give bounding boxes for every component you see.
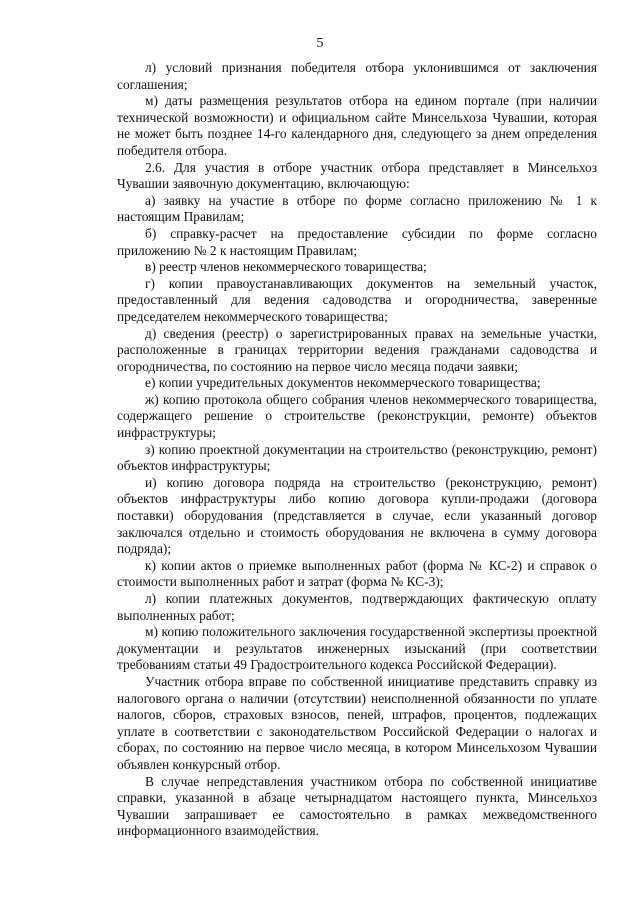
paragraph-zh-meeting-minutes: ж) копию протокола общего собрания членов некоммерческого товарищества, содержащего решение о строительстве (реконструкции, ремонте) объектов инфраструктуры; xyxy=(117,391,597,441)
paragraph-v-members-registry: в) реестр членов некоммерческого товарищества; xyxy=(145,259,427,275)
document-body xyxy=(117,60,597,840)
paragraph-a-application: а) заявку на участие в отборе по форме согласно приложению № 1 к настоящим Правилам; xyxy=(117,192,597,225)
paragraph-d-registered-rights: д) сведения (реестр) о зарегистрированных правах на земельные участки, расположенные в границах территории ведения гражданами садоводства и огородничества, по состоянию на первое число месяца подачи заявки; xyxy=(117,325,597,374)
paragraph-2-6-application-docs: 2.6. Для участия в отборе участник отбора представляет в Минсельхоз Чувашии заявочную документацию, включающую: xyxy=(117,159,597,192)
paragraph-tax-certificate: Участник отбора вправе по собственной инициативе представить справку из налогового органа о наличии (отсутствии) неисполненной обязанности по уплате налогов, сборов, страховых взносов, пеней, штрафов, процентов, подлежащих уплате в соответствии с законодательством Российской Федерации о налогах и сборах, по состоянию на первое число месяца, в котором Минсельхозом Чувашии объявлен конкурсный отбор. xyxy=(117,673,597,772)
paragraph-e-founding-docs: е) копии учредительных документов некоммерческого товарищества; xyxy=(145,375,541,391)
paragraph-g-land-title-docs: г) копии правоустанавливающих документов на земельный участок, предоставленный для ведения садоводства и огородничества, заверенные председателем некоммерческого товарищества; xyxy=(117,275,597,324)
paragraph-interagency-request: В случае непредставления участником отбора по собственной инициативе справки, указанной в абзаце четырнадцатом настоящего пункта, Минсельхоз Чувашии запрашивает ее самостоятельно в рамках межведомственного информационного взаимодействия. xyxy=(117,773,597,839)
paragraph-i-contract-copy: и) копию договора подряда на строительство (реконструкцию, ремонт) объектов инфраструктуры либо копию договора купли-продажи (договора поставки) оборудования (представляется в случае, если указанный договор заключался отдельно и стоимость оборудования не включена в сумму договора подряда); xyxy=(117,474,597,557)
paragraph-m-results-publication: м) даты размещения результатов отбора на едином портале (при наличии технической возможности) и официальном сайте Минсельхоза Чувашии, которая не может быть позднее 14-го календарного дня, следующего за днем определения победителя отбора. xyxy=(117,93,597,158)
paragraph-m-expert-conclusion: м) копию положительного заключения государственной экспертизы проектной документации и результатов инженерных изысканий (при соответствии требованиям статьи 49 Градостроительного кодекса Российской Федерации). xyxy=(117,624,597,673)
paragraph-l-payment-docs: л) копии платежных документов, подтверждающих фактическую оплату выполненных работ; xyxy=(117,591,597,623)
page-number: 5 xyxy=(316,36,324,51)
paragraph-b-calculation: б) справку-расчет на предоставление субсидии по форме согласно приложению № 2 к настоящим Правилам; xyxy=(117,225,597,258)
paragraph-z-project-docs: з) копию проектной документации на строительство (реконструкцию, ремонт) объектов инфраструктуры; xyxy=(117,441,597,474)
paragraph-k-acceptance-acts: к) копии актов о приемке выполненных работ (форма № КС-2) и справок о стоимости выполненных работ и затрат (форма № КС-3); xyxy=(117,557,597,590)
paragraph-l-refusal-conditions: л) условий признания победителя отбора уклонившимся от заключения соглашения; xyxy=(117,60,597,92)
